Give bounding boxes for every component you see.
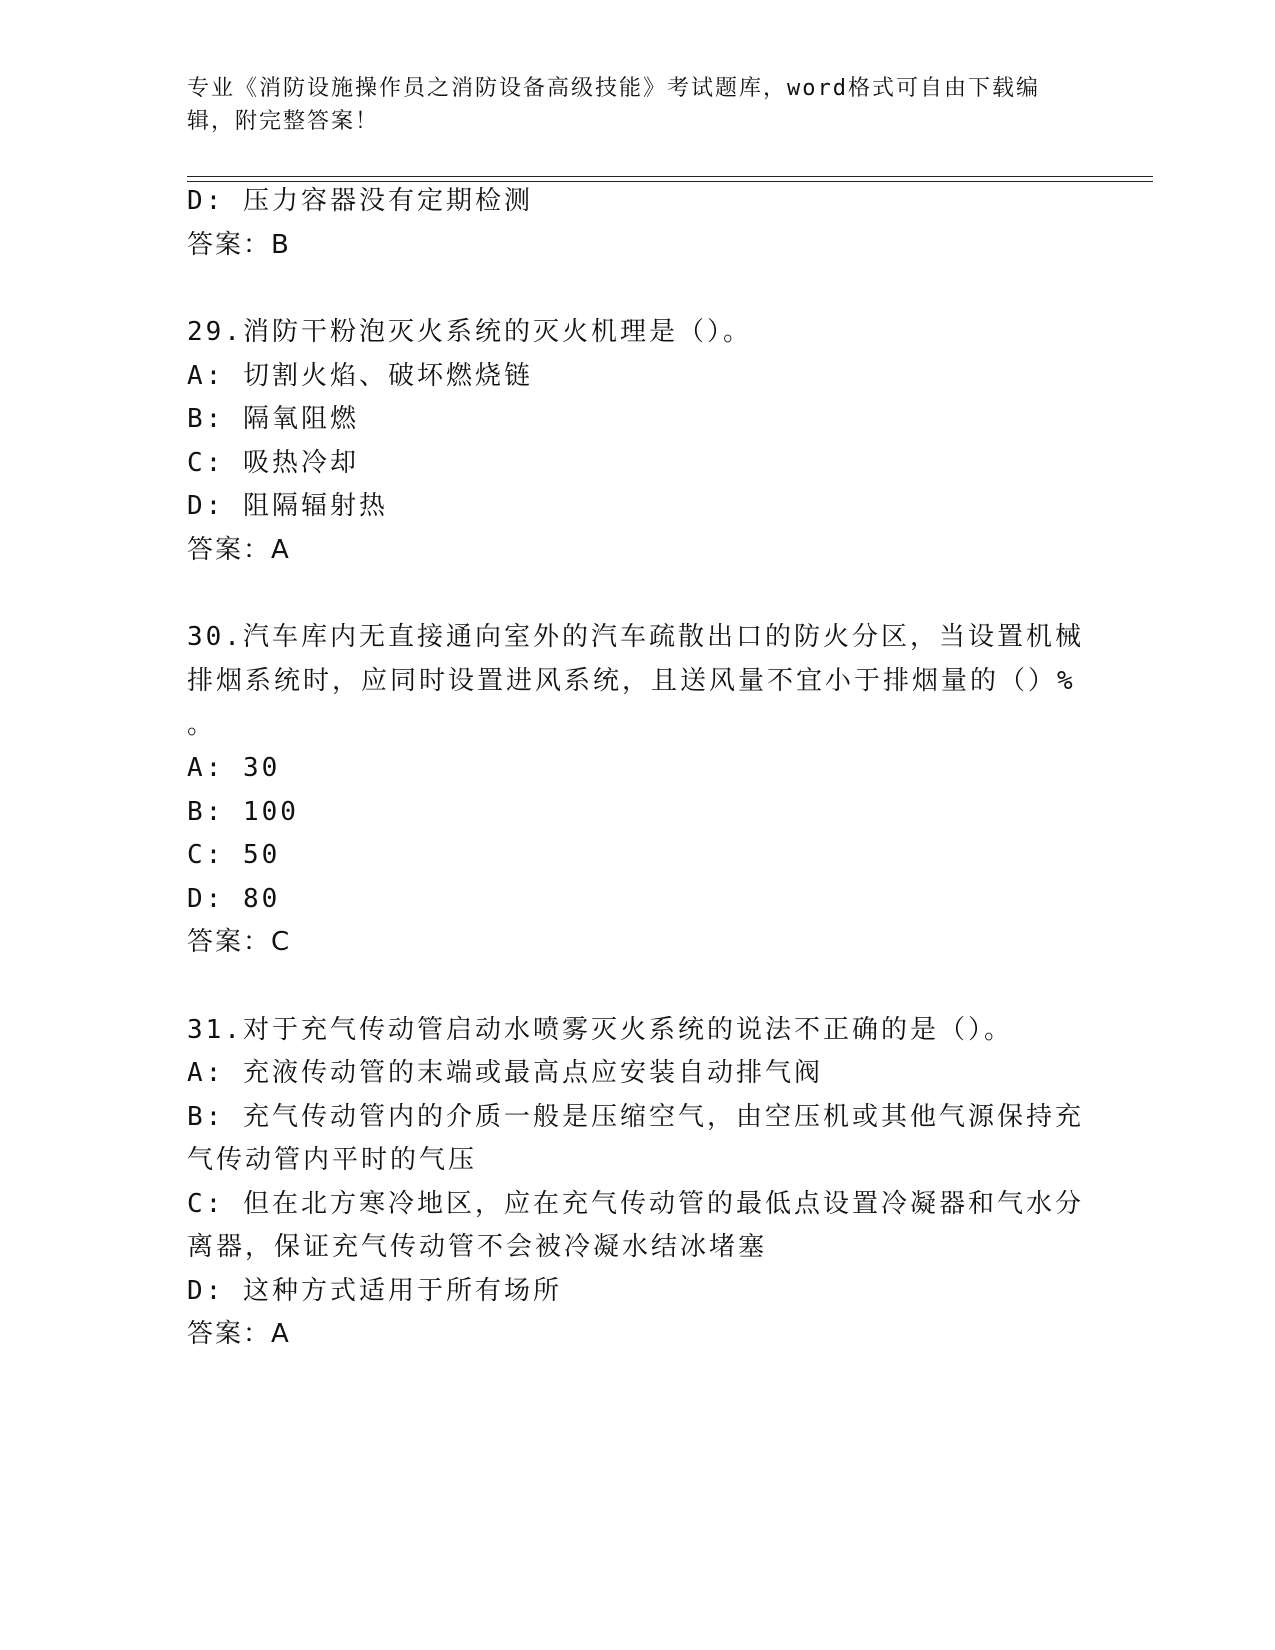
question-31-option-b-line-1: B: 充气传动管内的介质一般是压缩空气，由空压机或其他气源保持充 [187, 1102, 1084, 1132]
question-30-stem-line-2: 排烟系统时，应同时设置进风系统，且送风量不宜小于排烟量的（）% [187, 666, 1076, 696]
header-line-2: 辑，附完整答案！ [187, 109, 380, 134]
question-29-option-b: B: 隔氧阻燃 [187, 404, 359, 434]
question-30-answer: 答案：C [187, 927, 292, 957]
question-31-option-c-line-1: C: 但在北方寒冷地区，应在充气传动管的最低点设置冷凝器和气水分 [187, 1189, 1084, 1219]
question-31-option-b-line-2: 气传动管内平时的气压 [187, 1145, 478, 1175]
question-30-stem-line-3: 。 [187, 710, 217, 740]
question-30-option-b: B: 100 [187, 797, 299, 827]
question-31-option-d: D: 这种方式适用于所有场所 [187, 1276, 562, 1306]
question-31-answer: 答案：A [187, 1319, 291, 1349]
question-29-stem: 29.消防干粉泡灭火系统的灭火机理是（）。 [187, 317, 752, 347]
question-30-stem-line-1: 30.汽车库内无直接通向室外的汽车疏散出口的防火分区，当设置机械 [187, 622, 1084, 652]
question-29-option-d: D: 阻隔辐射热 [187, 491, 388, 521]
question-31-option-c-line-2: 离器，保证充气传动管不会被冷凝水结冰堵塞 [187, 1232, 768, 1262]
question-29-option-c: C: 吸热冷却 [187, 448, 359, 478]
prev-option-d: D: 压力容器没有定期检测 [187, 186, 533, 216]
question-29-answer: 答案：A [187, 535, 291, 565]
header-line-1: 专业《消防设施操作员之消防设备高级技能》考试题库，word格式可自由下载编 [187, 76, 1040, 101]
question-30-option-d: D: 80 [187, 884, 281, 914]
question-30-option-c: C: 50 [187, 840, 281, 870]
header-divider-top [187, 176, 1153, 177]
document-header [187, 72, 1067, 138]
question-29-option-a: A: 切割火焰、破坏燃烧链 [187, 361, 533, 391]
question-31-stem: 31.对于充气传动管启动水喷雾灭火系统的说法不正确的是（）。 [187, 1015, 1013, 1045]
question-30-option-a: A: 30 [187, 753, 281, 783]
question-31-option-a: A: 充液传动管的末端或最高点应安装自动排气阀 [187, 1058, 823, 1088]
prev-answer: 答案：B [187, 230, 291, 260]
